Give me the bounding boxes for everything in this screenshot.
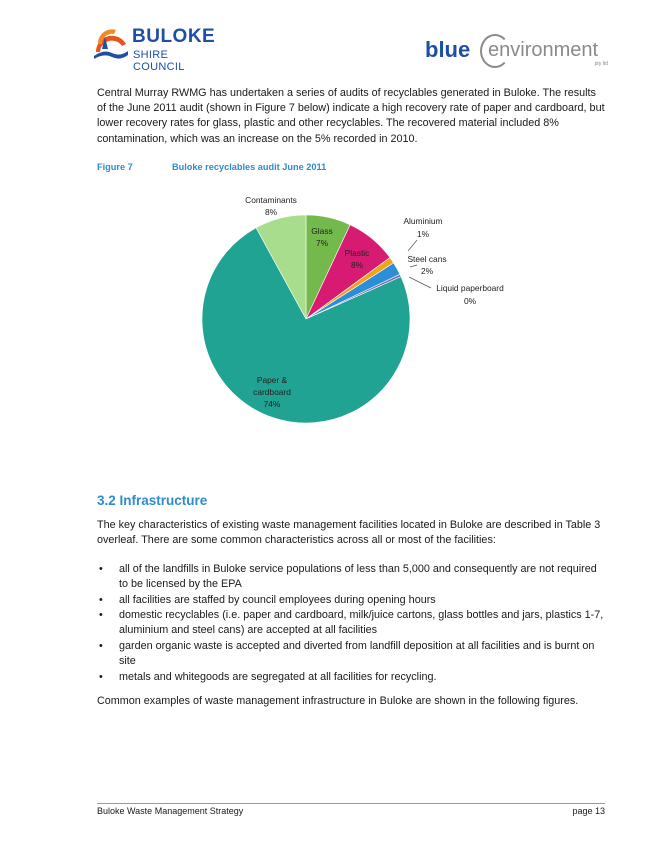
section-heading: 3.2 Infrastructure [97, 493, 208, 508]
label-plastic-name: Plastic [344, 248, 370, 258]
label-paper-name-1: Paper & [256, 375, 288, 385]
label-aluminium-name: Aluminium [403, 216, 443, 226]
council-logo-word2: SHIRE COUNCIL [133, 49, 185, 73]
pie-leader-lines [408, 240, 431, 288]
label-steel-cans-pct: 2% [420, 266, 434, 276]
logo-environment-text: environment [488, 39, 599, 61]
list-item-text: all of the landfills in Buloke service populations of less than 5,000 and consequently are not required to be licensed by the EPA [119, 563, 597, 591]
pie-slices [202, 215, 410, 423]
bullet-icon: • [99, 670, 103, 683]
list-item [97, 593, 605, 608]
blue-environment-logo [425, 37, 610, 71]
bullet-icon: • [99, 609, 103, 622]
label-plastic-pct: 8% [350, 260, 364, 270]
bullet-icon: • [99, 593, 103, 606]
footer-divider [97, 803, 605, 804]
label-paper-pct: 74% [263, 399, 281, 409]
label-steel-cans-name: Steel cans [407, 254, 447, 264]
footer-page-number: page 13 [572, 806, 605, 816]
logo-suffix-text: pty ltd [594, 61, 608, 67]
intro-paragraph: Central Murray RWMG has undertaken a series of audits of recyclables generated in Buloke. The results of the June 2011 audit (shown in Figure 7 below) indicate a high recovery rate of paper and cardboard, but lower recovery rates for glass, plastic and other recyclables. The recovered material included 8% contamination, which was an increase on the 5% recorded in 2010. [97, 87, 605, 145]
bullet-icon: • [99, 563, 103, 575]
list-item-text: metals and whitegoods are segregated at all facilities for recycling. [119, 670, 437, 683]
label-aluminium-pct: 1% [416, 229, 430, 239]
section-paragraph: The key characteristics of existing waste management facilities located in Buloke are described in Table 3 overleaf. There are some common characteristics across all or most of the facilities: [97, 519, 601, 547]
leader-line-aluminium [408, 240, 417, 251]
list-item [97, 562, 605, 592]
buloke-shire-logo [92, 22, 216, 73]
list-item [97, 608, 605, 638]
closing-paragraph: Common examples of waste management infrastructure in Buloke are shown in the following figures. [97, 695, 579, 707]
label-glass-pct: 7% [315, 238, 329, 248]
list-item [97, 639, 605, 669]
label-contaminants-name: Contaminants [245, 195, 297, 205]
recyclables-pie-chart [180, 185, 520, 450]
bullet-icon: • [99, 639, 103, 652]
label-liquid-paperboard-name: Liquid paperboard [436, 283, 504, 293]
leader-line-liquid-paperboard [409, 277, 431, 288]
label-contaminants-pct: 8% [264, 207, 278, 217]
logo-blue-text: blue [425, 37, 471, 62]
buloke-logo-mark-icon [92, 22, 130, 62]
characteristics-list [97, 562, 605, 685]
figure-title: Buloke recyclables audit June 2011 [172, 162, 327, 172]
list-item-text: domestic recyclables (i.e. paper and cardboard, milk/juice cartons, glass bottles and jars, plastics 1-7, aluminium and steel cans) are accepted at all facilities [119, 609, 604, 637]
label-paper-name-2: cardboard [253, 387, 291, 397]
footer-document-title: Buloke Waste Management Strategy [97, 806, 244, 816]
figure-label: Figure 7 [97, 162, 133, 172]
council-logo-word1: BULOKE [132, 26, 216, 47]
label-glass-name: Glass [311, 226, 333, 236]
list-item-text: all facilities are staffed by council employees during opening hours [119, 593, 436, 606]
list-item-text: garden organic waste is accepted and diverted from landfill deposition at all facilities and is burnt on site [119, 639, 595, 668]
leader-line-steel-cans [410, 265, 417, 267]
label-liquid-paperboard-pct: 0% [463, 296, 477, 306]
list-item [97, 670, 605, 685]
